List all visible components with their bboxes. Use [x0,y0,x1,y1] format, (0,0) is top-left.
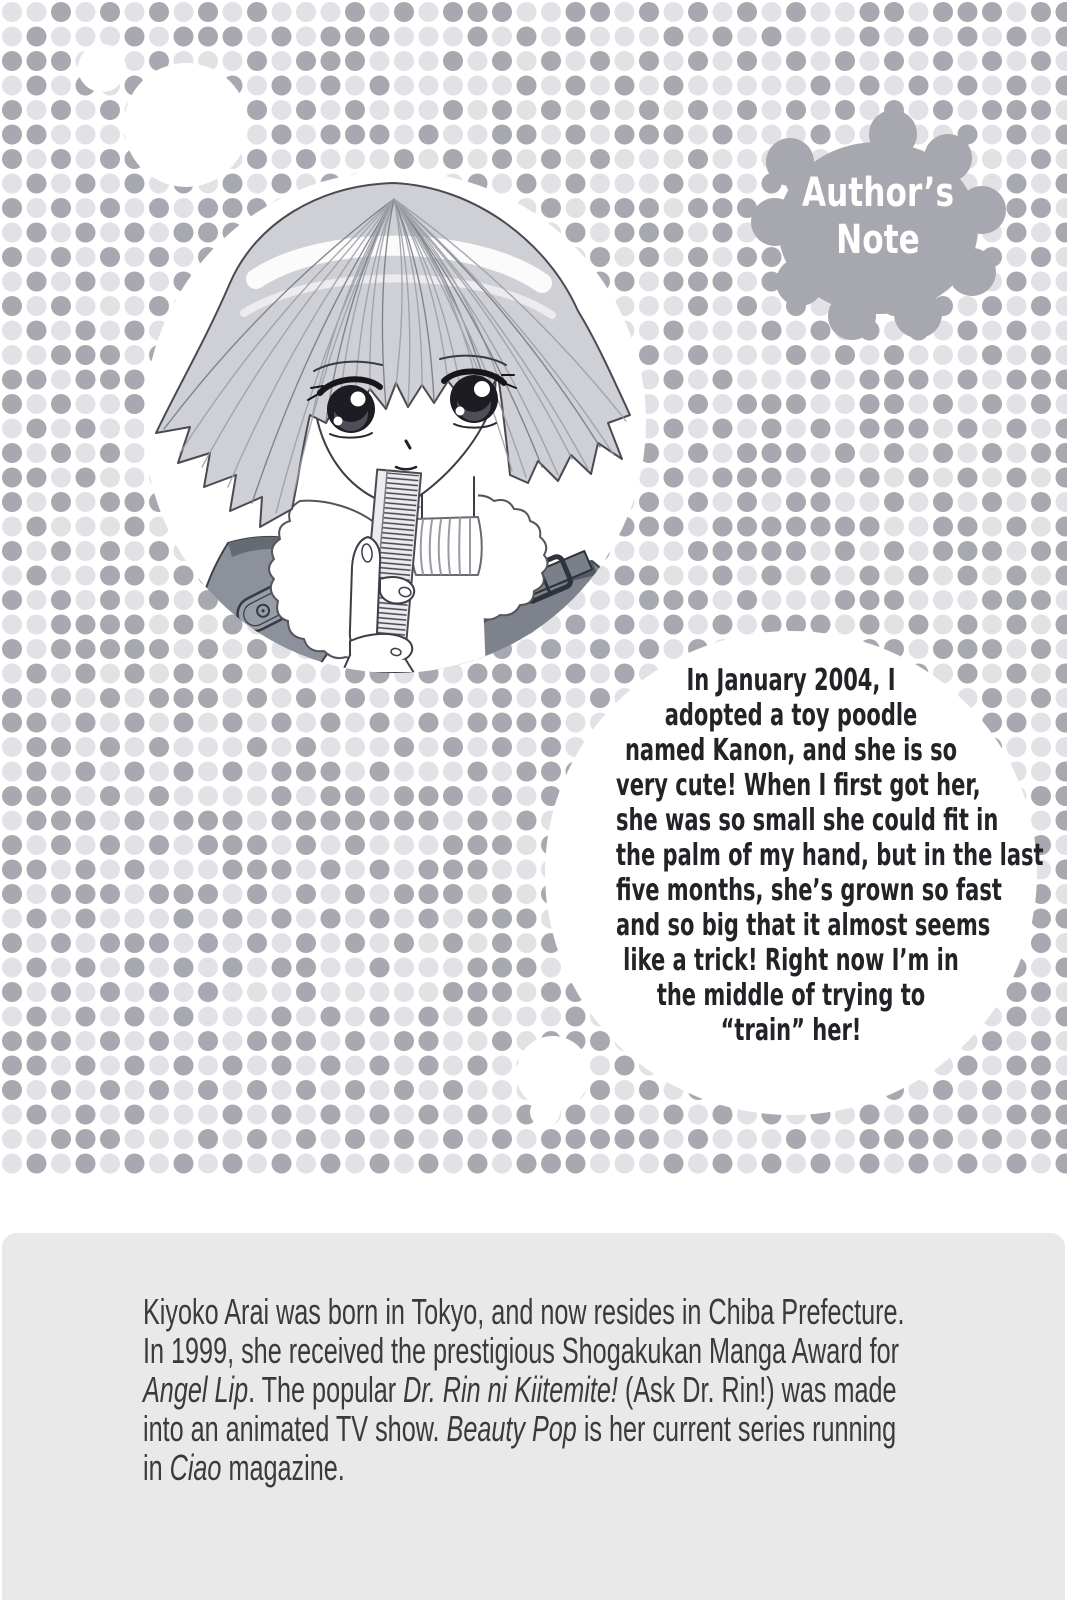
badge-blob-bump [776,258,824,306]
speech-bubble-line: the palm of my hand, but in the last [616,838,1044,873]
speech-bubble-line: very cute! When I first got her, [616,768,981,803]
badge-blob-bump [894,290,942,338]
badge-line-1: Author’s [801,170,955,216]
decor-circle-large-top [124,63,248,187]
speech-bubble-text [541,663,1044,1048]
speech-bubble-line: adopted a toy poodle [664,698,918,733]
badge-label [778,170,978,264]
bio-line: In 1999, she received the prestigious Shogakukan Manga Award for [143,1330,900,1371]
bio-line: in Ciao magazine. [143,1447,345,1488]
bio-line: into an animated TV show. Beauty Pop is her current series running [143,1408,897,1449]
bio-line: Angel Lip. The popular Dr. Rin ni Kiitemite! (Ask Dr. Rin!) was made [143,1369,897,1410]
badge-blob-bump [828,292,876,340]
decor-circle-small-top [78,44,126,92]
speech-bubble-line: In January 2004, I [686,663,896,698]
speech-bubble-line: the middle of trying to [656,978,926,1013]
speech-bubble-line: she was so small she could fit in [616,803,999,838]
speech-bubble-line: named Kanon, and she is so [624,733,958,768]
decor-circle-bubble-left-small [530,1097,560,1127]
author-bio-text [143,1292,1043,1487]
speech-bubble-line: and so big that it almost seems [616,908,991,943]
speech-bubble-line: like a trick! Right now I’m in [623,943,959,978]
badge-blob-bump [869,110,917,158]
badge-line-2: Note [836,217,920,263]
bio-line: Kiyoko Arai was born in Tokyo, and now resides in Chiba Prefecture. [143,1291,905,1332]
speech-bubble-line: five months, she’s grown so fast [616,873,1002,908]
speech-bubble-line: “train” her! [720,1013,862,1048]
girl-portrait-illustration [144,171,646,673]
